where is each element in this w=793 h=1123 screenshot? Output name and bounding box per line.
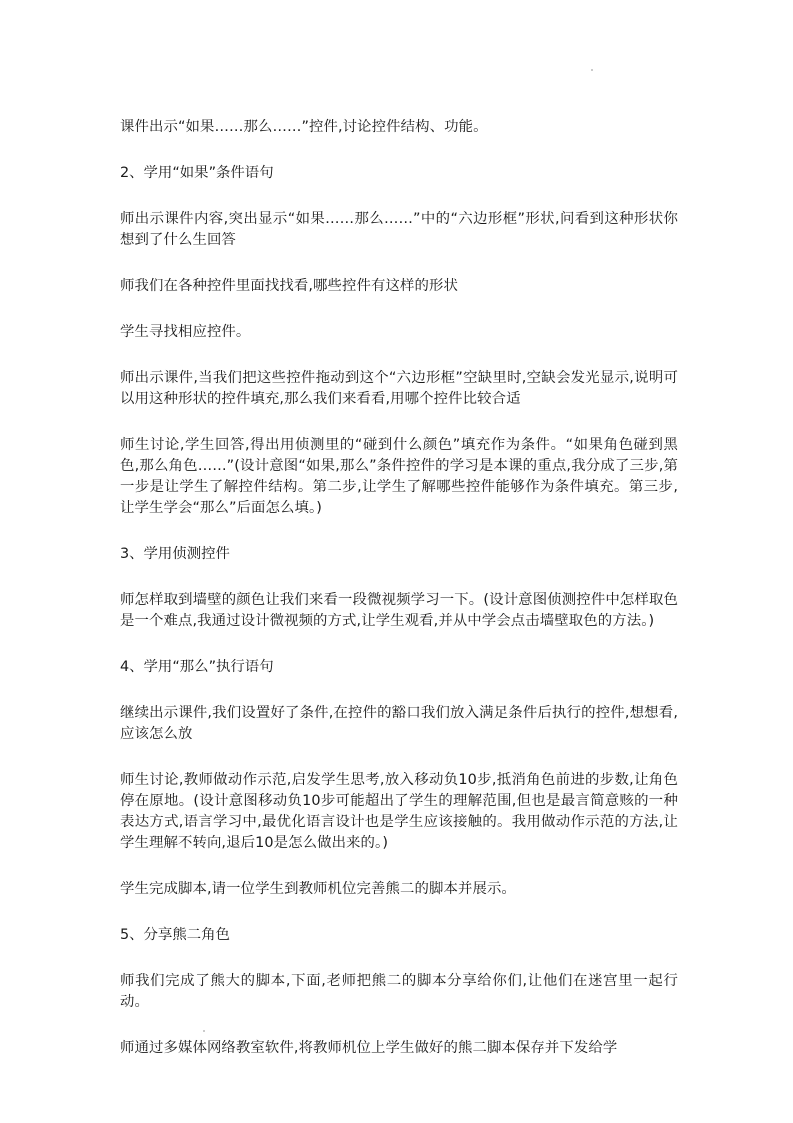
section-heading-5: 5、分享熊二角色 [120,927,230,943]
paragraph-execute-statement: 继续出示课件,我们设置好了条件,在控件的豁口我们放入满足条件后执行的控件,想想看,应该怎么放 [120,705,678,742]
paragraph-discussion-color: 师生讨论,学生回答,得出用侦测里的“碰到什么颜色”填充作为条件。“如果角色碰到黑色,那么角色……”(设计意图“如果,那么”条件控件的学习是本课的重点,我分成了三步,第一步是让学生了解控件结构。第二步,让学生了解哪些控件能够作为条件填充。第三步,让学生学会“那么”后面怎么填。) [120,437,678,516]
section-heading-3: 3、学用侦测控件 [120,546,230,562]
paragraph-micro-video: 师怎样取到墙壁的颜色让我们来看一段微视频学习一下。(设计意图侦测控件中怎样取色是一个难点,我通过设计微视频的方式,让学生观看,并从中学会点击墙壁取色的方法。) [120,592,678,629]
paragraph-network-classroom: 师通过多媒体网络教室软件,将教师机位上学生做好的熊二脚本保存并下发给学 [120,1040,618,1056]
page-speck-bottom [203,1030,205,1032]
paragraph-drag-controls: 师出示课件,当我们把这些控件拖动到这个“六边形框”空缺里时,空缺会发光显示,说明可以用这种形状的控件填充,那么我们来看看,用哪个控件比较合适 [120,370,678,407]
paragraph-complete-script: 学生完成脚本,请一位学生到教师机位完善熊二的脚本并展示。 [120,881,516,897]
section-heading-4: 4、学用“那么”执行语句 [120,659,274,675]
section-heading-2: 2、学用“如果”条件语句 [120,165,274,181]
paragraph-courseware-intro: 课件出示“如果……那么……”控件,讨论控件结构、功能。 [120,119,488,135]
page-speck-top [591,69,593,71]
paragraph-move-negative: 师生讨论,教师做动作示范,启发学生思考,放入移动负10步,抵消角色前进的步数,让角色停在原地。(设计意图移动负10步可能超出了学生的理解范围,但也是最言简意赅的一种表达方式,语言学习中,最优化语言设计也是学生应该接触的。我用做动作示范的方法,让学生理解不转向,退后10是怎么做出来的。) [120,772,678,851]
paragraph-hexagon-question: 师出示课件内容,突出显示“如果……那么……”中的“六边形框”形状,问看到这种形状你想到了什么生回答 [120,211,678,248]
paragraph-find-controls: 师我们在各种控件里面找找看,哪些控件有这样的形状 [120,278,458,294]
paragraph-share-script: 师我们完成了熊大的脚本,下面,老师把熊二的脚本分享给你们,让他们在迷宫里一起行动。 [120,973,678,1010]
paragraph-students-search: 学生寻找相应控件。 [120,324,251,340]
